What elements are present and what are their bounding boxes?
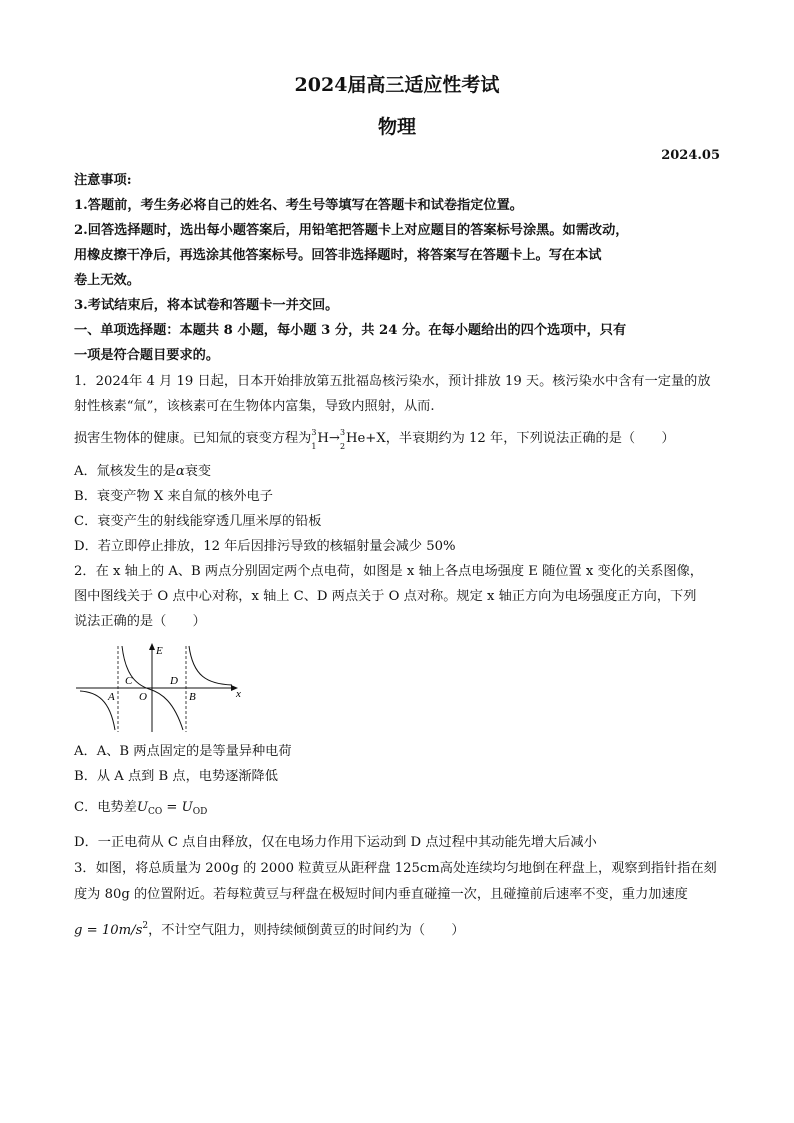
q3-stem-line-2: 度为 80g 的位置附近。若每粒黄豆与秤盘在极短时间内垂直碰撞一次，且碰撞前后速率不变，重力加速度 [74,887,688,902]
label-e: E [156,645,163,657]
q1-question-text: ，半衰期约为 12 年，下列说法正确的是（ ） [385,431,675,446]
q1-option-b: B．衰变产物 X 来自氚的核外电子 [74,489,273,504]
q1-stem-line-2: 射性核素“氚”，该核素可在生物体内富集，导致内照射，从而. [74,399,435,414]
q1-stem-line-3 [74,428,724,451]
label-a: A [108,691,115,703]
section-heading-line-2: 一项是符合题目要求的。 [74,348,220,363]
electric-field-graph [72,640,252,735]
q3-stem-line-3: $g = 10m/s^2$，不计空气阻力，则持续倾倒黄豆的时间约为（ ） [74,921,465,938]
notes-heading: 注意事项: [74,173,132,188]
note-2-line-3: 卷上无效。 [74,273,140,288]
tritium-nuclide: 3 1 H [311,428,329,451]
label-x: x [236,688,241,700]
exam-title: 2024届高三适应性考试 [294,74,500,96]
q2-option-b: B．从 A 点到 B 点，电势逐渐降低 [74,769,278,784]
label-c: C [125,675,133,687]
gravity-expression: g = 10m/s [74,923,143,938]
label-o: O [139,691,147,703]
label-b: B [189,691,196,703]
q1-stem-text: 损害生物体的健康。已知氚的衰变方程为 [74,431,312,446]
subject-title: 物理 [377,116,416,138]
helium-nuclide: 3 2 He [339,428,366,451]
q1-stem-line-1: 1．2024年 4 月 19 日起，日本开始排放第五批福岛核污染水，预计排放 19 天。核污染水中含有一定量的放 [74,374,711,389]
decay-arrow: → [328,431,340,446]
decay-product: +X [365,431,386,446]
q2-option-a: A．A、B 两点固定的是等量异种电荷 [74,744,292,759]
note-1: 1.答题前，考生务必将自己的姓名、考生号等填写在答题卡和试卷指定位置。 [74,198,523,213]
section-heading-line-1: 一、单项选择题：本题共 8 小题，每小题 3 分，共 24 分。在每小题给出的四个选项中，只有 [74,323,627,338]
q2-stem-line-3: 说法正确的是（ ） [74,614,206,629]
q1-option-a: A．氚核发生的是α衰变 [74,464,212,479]
q2-option-d: D．一正电荷从 C 点自由释放，仅在电场力作用下运动到 D 点过程中其动能先增大后减小 [74,835,597,850]
q3-stem-line-1: 3．如图，将总质量为 200g 的 2000 粒黄豆从距秤盘 125cm高处连续均匀地倒在秤盘上，观察到指针指在刻 [74,861,717,876]
q1-option-d: D．若立即停止排放，12 年后因排污导致的核辐射量会减少 50% [74,539,456,554]
q1-option-c: C．衰变产生的射线能穿透几厘米厚的铅板 [74,514,322,529]
q2-stem-line-2: 图中图线关于 O 点中心对称，x 轴上 C、D 两点关于 O 点对称。规定 x 轴正方向为电场强度正方向，下列 [74,589,697,604]
curve-right-of-b [189,646,232,685]
label-d: D [170,675,178,687]
note-2-line-2: 用橡皮擦干净后，再选涂其他答案标号。回答非选择题时，将答案写在答题卡上。写在本试 [74,248,602,263]
q2-option-c: C．电势差$U_{CO} = U_{OD}$ [74,800,208,817]
note-2-line-1: 2.回答选择题时，选出每小题答案后，用铅笔把答题卡上对应题目的答案标号涂黑。如需改动， [74,223,629,238]
exam-date: 2024.05 [661,148,720,163]
note-3: 3.考试结束后，将本试卷和答题卡一并交回。 [74,298,339,313]
e-axis-arrow-icon [149,643,155,650]
q2-stem-line-1: 2．在 x 轴上的 A、B 两点分别固定两个点电荷，如图是 x 轴上各点电场强度 E 随位置 x 变化的关系图像， [74,564,703,579]
